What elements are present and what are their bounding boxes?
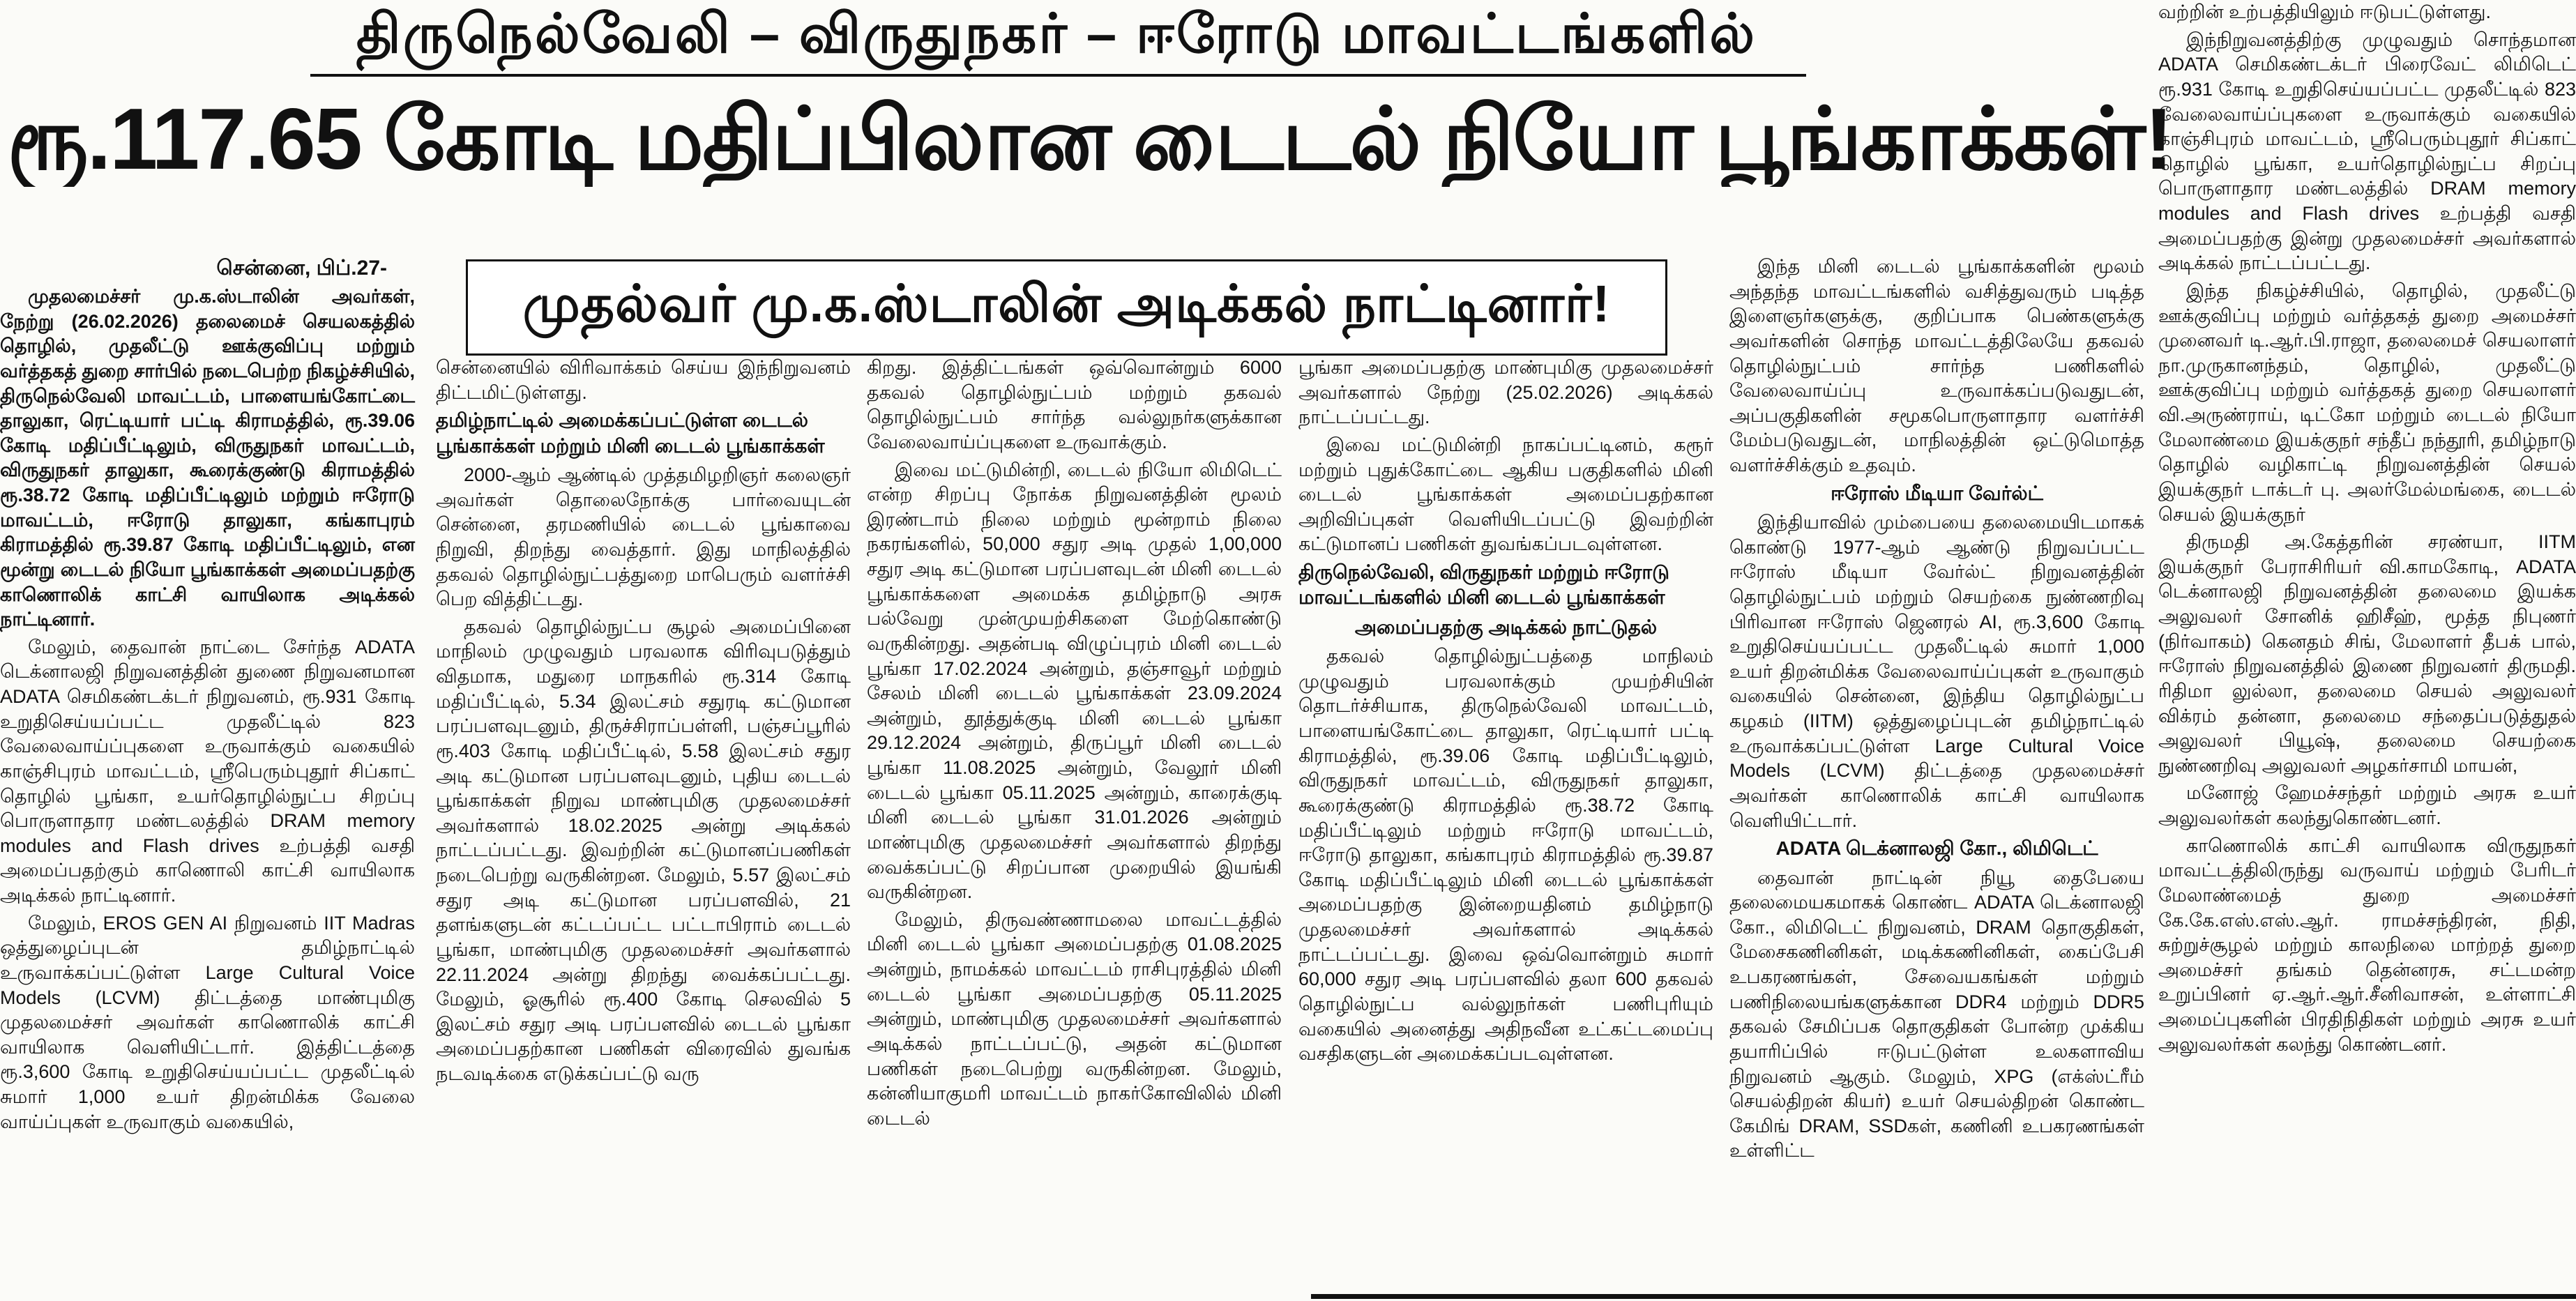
paragraph: 2000-ஆம் ஆண்டில் முத்தமிழறிஞர் கலைஞர் அவர்கள் தொலைநோக்கு பார்வையுடன் சென்னை, தரமணியில் டைடல் பூங்காவை நிறுவி, திறந்து வைத்தார். இது மாநிலத்தில் தகவல் தொழில்நுட்பத்துறை மாபெரும் வளர்ச்சி பெற வித்திட்டது. [436,464,851,610]
paragraph: இந்த நிகழ்ச்சியில், தொழில், முதலீட்டு ஊக்குவிப்பு மற்றும் வர்த்தகத் துறை அமைச்சர் முனைவர் டி.ஆர்.பி.ராஜா, தலைமைச் செயலாளர் நா.முருகானந்தம், தொழில், முதலீட்டு ஊக்குவிப்பு மற்றும் வர்த்தகத் துறை செயலாளர் வி.அருண்ராய், டிட்கோ மற்றும் டைடல் நியோ மேலாண்மை இயக்குநர் சந்தீப் நந்தூரி, தமிழ்நாடு தொழில் வழிகாட்டி நிறுவனத்தின் செயல் இயக்குநர் டாக்டர் பு. அலர்மேல்மங்கை, டைடல் செயல் இயக்குநர் [2158,280,2576,525]
section-subheading: தமிழ்நாட்டில் அமைக்கப்பட்டுள்ள டைடல் பூங்காக்கள் மற்றும் மினி டைடல் பூங்காக்கள் [436,409,825,457]
subheadline: முதல்வர் மு.க.ஸ்டாலின் அடிக்கல் நாட்டினார்! [522,275,1611,333]
paragraph: தைவான் நாட்டின் நியூ தைபேயை தலைமையகமாகக் கொண்ட ADATA டெக்னாலஜி கோ., லிமிடெட் நிறுவனம், DRAM தொகுதிகள், மேசைகணினிகள், மடிக்கணினிகள், கைப்பேசி உபகரணங்கள், சேவையகங்கள் மற்றும் பணிநிலையங்களுக்கான DDR4 மற்றும் DDR5 தகவல் சேமிப்பக தொகுதிகள் போன்ற முக்கிய தயாரிப்பில் ஈடுபட்டுள்ள உலகளாவிய நிறுவனம் ஆகும். மேலும், XPG (எக்ஸ்ட்ரீம் செயல்திறன் கியர்) உயர் செயல்திறன் கொண்ட கேமிங் DRAM, SSDகள், கணினி உபகரணங்கள் உள்ளிட்ட [1729,867,2144,1162]
paragraph: மேலும், தைவான் நாட்டை சேர்ந்த ADATA டெக்னாலஜி நிறுவனத்தின் துணை நிறுவனமான ADATA செமிகண்டக்டர் நிறுவனம், ரூ.931 கோடி உறுதிசெய்யப்பட்ட முதலீட்டில் 823 வேலைவாய்ப்புகளை உருவாக்கும் வகையில் காஞ்சிபுரம் மாவட்டம், ஸ்ரீபெரும்புதூர் சிப்காட் தொழில் பூங்கா, உயர்தொழில்நுட்ப சிறப்பு பொருளாதார மண்டலத்தில் DRAM memory modules and Flash drives உற்பத்தி வசதி அமைப்பதற்கும் காணொலி காட்சி வாயிலாக அடிக்கல் நாட்டினார். [0,636,415,906]
paragraph: மேலும், திருவண்ணாமலை மாவட்டத்தில் மினி டைடல் பூங்கா அமைப்பதற்கு 01.08.2025 அன்றும், நாமக்கல் மாவட்டம் ராசிபுரத்தில் மினி டைடல் பூங்கா அமைப்பதற்கு 05.11.2025 அன்றும், மாண்புமிகு முதலமைச்சர் அவர்களால் அடிக்கல் நாட்டப்பட்டு, அதன் கட்டுமான பணிகள் நடைபெற்று வருகின்றன. மேலும், கன்னியாகுமரி மாவட்டம் நாகர்கோவிலில் மினி டைடல் [867,908,1282,1129]
dateline: சென்னை, பிப்.27- [216,257,387,280]
paragraph: மனோஜ் ஹேமச்சந்தர் மற்றும் அரசு உயர் அலுவலர்கள் கலந்துகொண்டனர். [2158,782,2576,828]
paragraph: இந்த மினி டைடல் பூங்காக்களின் மூலம் அந்தந்த மாவட்டங்களில் வசித்துவரும் படித்த இளைஞர்களுக்கு, குறிப்பாக பெண்களுக்கு அவர்களின் சொந்த மாவட்டத்திலேயே தகவல் தொழில்நுட்பம் சார்ந்த பணிகளில் வேலைவாய்ப்பு உருவாக்கப்படுவதுடன், அப்பகுதிகளின் சமூகபொருளாதார வளர்ச்சி மேம்படுவதுடன், மாநிலத்தின் ஒட்டுமொத்த வளர்ச்சிக்கும் உதவும். [1729,256,2144,475]
bottom-divider-rule [1311,1294,2576,1299]
article-column-1 [0,254,415,1137]
lead-paragraph: முதலமைச்சர் மு.க.ஸ்டாலின் அவர்கள், நேற்று (26.02.2026) தலைமைச் செயலகத்தில் தொழில், முதலீட்டு ஊக்குவிப்பு மற்றும் வர்த்தகத் துறை சார்பில் நடைபெற்ற நிகழ்ச்சியில், திருநெல்வேலி மாவட்டம், பாளையங்கோட்டை தாலுகா, ரெட்டியார் பட்டி கிராமத்தில், ரூ.39.06 கோடி மதிப்பீட்டிலும், விருதுநகர் மாவட்டம், விருதுநகர் தாலுகா, கூரைக்குண்டு கிராமத்தில் ரூ.38.72 கோடி மதிப்பீட்டிலும் மற்றும் ஈரோடு மாவட்டம், ஈரோடு தாலுகா, கங்காபுரம் கிராமத்தில் ரூ.39.87 கோடி மதிப்பீட்டிலும், என மூன்று டைடல் நியோ பூங்காக்கள் அமைப்பதற்கு காணொலிக் காட்சி வாயிலாக அடிக்கல் நாட்டினார். [0,286,415,630]
kicker-headline: திருநெல்வேலி – விருதுநகர் – ஈரோடு மாவட்டங்களில் [356,3,1757,64]
subheadline-box [466,259,1667,356]
paragraph: பூங்கா அமைப்பதற்கு மாண்புமிகு முதலமைச்சர் அவர்களால் நேற்று (25.02.2026) அடிக்கல் நாட்டப்பட்டது. [1298,357,1713,428]
paragraph: திருமதி அ.கேத்தரின் சரண்யா, IITM இயக்குநர் பேராசிரியர் வி.காமகோடி, ADATA டெக்னாலஜி நிறுவனத்தின் தலைமை இயக்க அலுவலர் சோனிக் ஹிசீஹ், மூத்த நிபுணர் (நிர்வாகம்) கெனதம் சிங், மேலாளர் தீபக் பால், ஈரோஸ் நிறுவனத்தில் இணை நிறுவனர் திருமதி. ரிதிமா லுல்லா, தலைமை செயல் அலுவலர் விக்ரம் தன்னா, தலைமை சந்தைப்படுத்துதல் அலுவலர் பியூஷ், தலைமை செயற்கை நுண்ணறிவு அலுவலர் அழகர்சாமி மாயன், [2158,531,2576,776]
paragraph: சென்னையில் விரிவாக்கம் செய்ய இந்நிறுவனம் திட்டமிட்டுள்ளது. [436,357,851,403]
section-subheading: திருநெல்வேலி, விருதுநகர் மற்றும் ஈரோடு மாவட்டங்களில் மினி டைடல் பூங்காக்கள் [1298,561,1670,609]
paragraph: இவை மட்டுமின்றி நாகப்பட்டினம், கரூர் மற்றும் புதுக்கோட்டை ஆகிய பகுதிகளில் மினி டைடல் பூங்காக்கள் அமைப்பதற்கான அறிவிப்புகள் வெளியிடப்பட்டு இவற்றின் கட்டுமானப் பணிகள் துவங்கப்படவுள்ளன. [1298,434,1713,555]
section-subheading: ADATA டெக்னாலஜி கோ., லிமிடெட் [1775,837,2098,860]
main-headline: ரூ.117.65 கோடி மதிப்பிலான டைடல் நியோ பூங்காக்கள்! [7,92,2172,188]
paragraph: வற்றின் உற்பத்தியிலும் ஈடுபட்டுள்ளது. [2158,1,2492,22]
article-column-2 [436,356,851,1090]
section-subheading: ஈரோஸ் மீடியா வேர்ல்ட் [1831,482,2043,504]
paragraph: இந்நிறுவனத்திற்கு முழுவதும் சொந்தமான ADATA செமிகண்டக்டர் பிரைவேட் லிமிடெட் ரூ.931 கோடி உறுதிசெய்யப்பட்ட முதலீட்டில் 823 வேலைவாய்ப்புகளை உருவாக்கும் வகையில் காஞ்சிபுரம் மாவட்டம், ஸ்ரீபெரும்புதூர் சிப்காட் தொழில் பூங்கா, உயர்தொழில்நுட்ப சிறப்பு பொருளாதார மண்டலத்தில் DRAM memory modules and Flash drives உற்பத்தி வசதி அமைப்பதற்கு இன்று முதலமைச்சர் அவர்களால் அடிக்கல் நாட்டப்பட்டது. [2158,29,2576,274]
paragraph: இவை மட்டுமின்றி, டைடல் நியோ லிமிடெட் என்ற சிறப்பு நோக்க நிறுவனத்தின் மூலம் இரண்டாம் நிலை மற்றும் மூன்றாம் நிலை நகரங்களில், 50,000 சதுர அடி முதல் 1,00,000 சதுர அடி கட்டுமான பரப்பளவுடன் மினி டைடல் பூங்காக்களை அமைக்க தமிழ்நாடு அரசு பல்வேறு முன்முயற்சிகளை மேற்கொண்டு வருகின்றது. அதன்படி விழுப்புரம் மினி டைடல் பூங்கா 17.02.2024 அன்றும், தஞ்சாவூர் மற்றும் சேலம் மினி டைடல் பூங்காக்கள் 23.09.2024 அன்றும், தூத்துக்குடி மினி டைடல் பூங்கா 29.12.2024 அன்றும், திருப்பூர் மினி டைடல் பூங்கா 11.08.2025 அன்றும், வேலூர் மினி டைடல் பூங்கா 05.11.2025 அன்றும், காரைக்குடி மினி டைடல் பூங்கா 31.01.2026 அன்றும் மாண்புமிகு முதலமைச்சர் அவர்களால் திறந்து வைக்கப்பட்டு சிறப்பான முறையில் இயங்கி வருகின்றன. [867,459,1282,903]
paragraph: மேலும், EROS GEN AI நிறுவனம் IIT Madras ஒத்துழைப்புடன் தமிழ்நாட்டில் உருவாக்கப்பட்டுள்ள Large Cultural Voice Models (LCVM) திட்டத்தை மாண்புமிகு முதலமைச்சர் அவர்கள் காணொலிக் காட்சி வாயிலாக வெளியிட்டார். இத்திட்டத்தை ரூ.3,600 கோடி உறுதிசெய்யப்பட்ட முதலீட்டில் சுமார் 1,000 உயர் திறன்மிக்க வேலை வாய்ப்புகள் உருவாகும் வகையில், [0,912,415,1132]
kicker-underline [310,74,1806,77]
paragraph: கிறது. இத்திட்டங்கள் ஒவ்வொன்றும் 6000 தகவல் தொழில்நுட்பம் மற்றும் தகவல் தொழில்நுட்பம் சார்ந்த வல்லுநர்களுக்கான வேலைவாய்ப்புகளை உருவாக்கும். [867,357,1282,452]
article-column-4 [1298,356,1713,1070]
article-column-3 [867,356,1282,1134]
section-subheading: அமைப்பதற்கு அடிக்கல் நாட்டுதல் [1354,616,1658,638]
paragraph: தகவல் தொழில்நுட்ப சூழல் அமைப்பினை மாநிலம் முழுவதும் பரவலாக விரிவுபடுத்தும் விதமாக, மதுரை மாநகரில் ரூ.314 கோடி மதிப்பீட்டில், 5.34 இலட்சம் சதுரடி கட்டுமான பரப்பளவுடனும், திருச்சிராப்பள்ளி, பஞ்சப்பூரில் ரூ.403 கோடி மதிப்பீட்டில், 5.58 இலட்சம் சதுர அடி கட்டுமான பரப்பளவுடனும், புதிய டைடல் பூங்காக்கள் நிறுவ மாண்புமிகு முதலமைச்சர் அவர்களால் 18.02.2025 அன்று அடிக்கல் நாட்டப்பட்டது. இவற்றின் கட்டுமானப்பணிகள் நடைபெற்று வருகின்றன. மேலும், 5.57 இலட்சம் சதுர அடி கட்டுமான பரப்பளவில், 21 தளங்களுடன் கட்டப்பட்ட பட்டாபிராம் டைடல் பூங்கா, மாண்புமிகு முதலமைச்சர் அவர்களால் 22.11.2024 அன்று திறந்து வைக்கப்பட்டது. மேலும், ஓசூரில் ரூ.400 கோடி செலவில் 5 இலட்சம் சதுர அடி பரப்பளவில் டைடல் பூங்கா அமைப்பதற்கான பணிகள் விரைவில் துவங்க நடவடிக்கை எடுக்கப்பட்டு வரு [436,616,851,1085]
paragraph: காணொலிக் காட்சி வாயிலாக விருதுநகர் மாவட்டத்திலிருந்து வருவாய் மற்றும் பேரிடர் மேலாண்மைத் துறை அமைச்சர் கே.கே.எஸ்.எஸ்.ஆர். ராமச்சந்திரன், நிதி, சுற்றுச்சூழல் மற்றும் காலநிலை மாற்றத் துறை அமைச்சர் தங்கம் தென்னரசு, சட்டமன்ற உறுப்பினர் ஏ.ஆர்.ஆர்.சீனிவாசன், உள்ளாட்சி அமைப்புகளின் பிரதிநிதிகள் மற்றும் அரசு உயர் அலுவலர்கள் கலந்து கொண்டனர். [2158,835,2576,1055]
paragraph: தகவல் தொழில்நுட்பத்தை மாநிலம் முழுவதும் பரவலாக்கும் முயற்சியின் தொடர்ச்சியாக, திருநெல்வேலி மாவட்டம், பாளையங்கோட்டை தாலுகா, ரெட்டியார் பட்டி கிராமத்தில், ரூ.39.06 கோடி மதிப்பீட்டிலும், விருதுநகர் மாவட்டம், விருதுநகர் தாலுகா, கூரைக்குண்டு கிராமத்தில் ரூ.38.72 கோடி மதிப்பீட்டிலும் மற்றும் ஈரோடு மாவட்டம், ஈரோடு தாலுகா, கங்காபுரம் கிராமத்தில் ரூ.39.87 கோடி மதிப்பீட்டிலும் மினி டைடல் பூங்காக்கள் அமைப்பதற்கு இன்றையதினம் தமிழ்நாடு முதலமைச்சர் அவர்களால் அடிக்கல் நாட்டப்பட்டது. இவை ஒவ்வொன்றும் சுமார் 60,000 சதுர அடி பரப்பளவில் தலா 600 தகவல் தொழில்நுட்ப வல்லுநர்கள் பணிபுரியும் வகையில் அனைத்து அதிநவீன உட்கட்டமைப்பு வசதிகளுடன் அமைக்கப்படவுள்ளன. [1298,646,1713,1065]
article-column-5 [1729,254,2144,1166]
paragraph: இந்தியாவில் மும்பையை தலைமையிடமாகக் கொண்டு 1977-ஆம் ஆண்டு நிறுவப்பட்ட ஈரோஸ் மீடியா வேர்ல்ட் நிறுவனத்தின் தொழில்நுட்பம் மற்றும் செயற்கை நுண்ணறிவு பிரிவான ஈரோஸ் ஜெனரல் AI, ரூ.3,600 கோடி உறுதிசெய்யப்பட்ட முதலீட்டில் சுமார் 1,000 உயர் திறன்மிக்க வேலைவாய்ப்புகள் உருவாகும் வகையில் சென்னை, இந்திய தொழில்நுட்ப கழகம் (IITM) ஒத்துழைப்புடன் தமிழ்நாட்டில் உருவாக்கப்பட்டுள்ள Large Cultural Voice Models (LCVM) திட்டத்தை முதலமைச்சர் அவர்கள் காணொலிக் காட்சி வாயிலாக வெளியிட்டார். [1729,512,2144,831]
article-column-6 [2158,0,2576,1060]
